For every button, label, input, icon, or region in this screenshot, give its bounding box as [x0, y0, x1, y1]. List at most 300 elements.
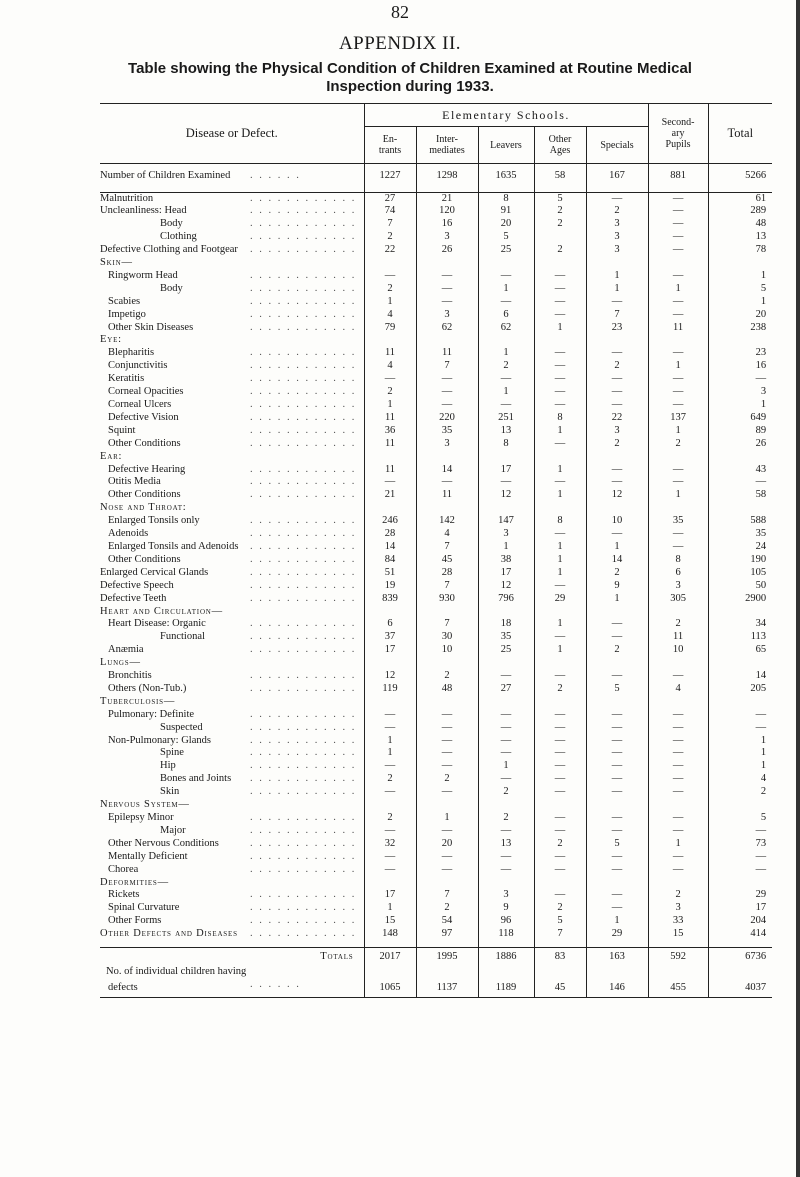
table-row [100, 593, 772, 606]
cell-specials: 2 [586, 205, 648, 218]
totals-row [100, 948, 772, 967]
cell-secondary: — [648, 192, 708, 205]
individual-other-ages: 45 [534, 979, 586, 998]
cell-intermediates: 16 [416, 218, 478, 231]
cell-other-ages [534, 231, 586, 244]
row-label [100, 425, 364, 438]
cell-specials: 12 [586, 489, 648, 502]
cell-intermediates: 7 [416, 580, 478, 593]
cell-secondary: 305 [648, 593, 708, 606]
row-label-text: Corneal Opacities [108, 386, 184, 398]
leader-dots: . . . . . . . . . . . . [250, 386, 357, 398]
cell-intermediates: 11 [416, 347, 478, 360]
row-label [100, 438, 364, 451]
row-label-text: Other Forms [108, 915, 162, 927]
number-examined-specials: 167 [586, 170, 648, 192]
row-label-text: Scabies [108, 295, 141, 307]
cell-intermediates: 7 [416, 889, 478, 902]
cell-entrants: 79 [364, 322, 416, 335]
cell-entrants: — [364, 270, 416, 283]
row-label-text: Skin— [100, 257, 133, 269]
cell-intermediates [416, 696, 478, 709]
cell-entrants: 15 [364, 915, 416, 928]
cell-secondary: 1 [648, 283, 708, 296]
totals-other-ages: 83 [534, 948, 586, 967]
cell-intermediates [416, 257, 478, 270]
totals-leavers: 1886 [478, 948, 534, 967]
leader-dots: . . . . . . . . . . . . [250, 928, 357, 940]
cell-secondary [648, 334, 708, 347]
cell-specials [586, 696, 648, 709]
cell-intermediates: — [416, 786, 478, 799]
table-row [100, 747, 772, 760]
table-title-line-2: Inspection during 1933. [326, 78, 494, 95]
row-label [100, 580, 364, 593]
cell-secondary: — [648, 812, 708, 825]
cell-other-ages: 1 [534, 322, 586, 335]
cell-other-ages: 5 [534, 192, 586, 205]
cell-leavers: 17 [478, 567, 534, 580]
cell-entrants: — [364, 709, 416, 722]
cell-entrants: 4 [364, 309, 416, 322]
cell-other-ages [534, 451, 586, 464]
cell-entrants: 11 [364, 412, 416, 425]
row-label-text: Blepharitis [108, 347, 155, 359]
cell-secondary: — [648, 205, 708, 218]
cell-intermediates: 142 [416, 515, 478, 528]
cell-other-ages: — [534, 735, 586, 748]
cell-secondary [648, 257, 708, 270]
cell-specials: 5 [586, 683, 648, 696]
row-label [100, 902, 364, 915]
cell-secondary: — [648, 218, 708, 231]
cell-entrants: 119 [364, 683, 416, 696]
cell-other-ages: 1 [534, 644, 586, 657]
cell-specials: — [586, 773, 648, 786]
cell-total: 50 [708, 580, 772, 593]
row-label [100, 347, 364, 360]
cell-intermediates: 21 [416, 192, 478, 205]
cell-entrants: — [364, 373, 416, 386]
cell-specials: — [586, 399, 648, 412]
cell-intermediates: 2 [416, 902, 478, 915]
cell-entrants: 84 [364, 554, 416, 567]
leader-dots: . . . . . . . . . . . . [250, 902, 357, 914]
cell-specials [586, 657, 648, 670]
cell-leavers: 3 [478, 528, 534, 541]
cell-leavers: 2 [478, 786, 534, 799]
number-examined-label: Number of Children Examined . . . . . . [100, 170, 364, 192]
cell-other-ages: 1 [534, 554, 586, 567]
cell-specials: — [586, 296, 648, 309]
cell-total: 3 [708, 386, 772, 399]
cell-secondary [648, 799, 708, 812]
table-row [100, 554, 772, 567]
cell-secondary: — [648, 773, 708, 786]
row-label [100, 231, 364, 244]
cell-specials: — [586, 670, 648, 683]
cell-total: 35 [708, 528, 772, 541]
leader-dots: . . . . . . . . . . . . [250, 437, 357, 449]
cell-other-ages: — [534, 851, 586, 864]
row-label-text: Defective Clothing and Footgear [100, 244, 238, 256]
cell-leavers: 9 [478, 902, 534, 915]
cell-entrants: 6 [364, 618, 416, 631]
cell-total [708, 877, 772, 890]
row-label [100, 322, 364, 335]
cell-entrants: 2 [364, 283, 416, 296]
cell-other-ages: — [534, 347, 586, 360]
cell-entrants: 22 [364, 244, 416, 257]
page-edge-shadow [796, 0, 800, 1177]
cell-intermediates: — [416, 399, 478, 412]
cell-intermediates: 97 [416, 928, 478, 941]
cell-entrants: — [364, 825, 416, 838]
cell-total [708, 451, 772, 464]
cell-other-ages: — [534, 773, 586, 786]
table-row [100, 386, 772, 399]
cell-entrants: 1 [364, 296, 416, 309]
leader-dots: . . . . . . . . . . . . [250, 295, 357, 307]
table-row [100, 412, 772, 425]
leader-dots: . . . . . . . . . . . . [250, 347, 357, 359]
cell-intermediates: 14 [416, 464, 478, 477]
cell-specials: 7 [586, 309, 648, 322]
leader-dots: . . . . . . . . . . . . [250, 528, 357, 540]
cell-specials: 23 [586, 322, 648, 335]
cell-entrants: — [364, 722, 416, 735]
row-label [100, 399, 364, 412]
header-total: Total [708, 104, 772, 164]
row-label [100, 334, 364, 347]
cell-secondary: 1 [648, 360, 708, 373]
cell-entrants: 11 [364, 464, 416, 477]
cell-other-ages: 8 [534, 412, 586, 425]
leader-dots: . . . . . . . . . . . . [250, 308, 357, 320]
individual-children-row [100, 979, 772, 998]
cell-total: 190 [708, 554, 772, 567]
cell-entrants: 7 [364, 218, 416, 231]
totals-secondary: 592 [648, 948, 708, 967]
cell-entrants: 2 [364, 773, 416, 786]
cell-total: 20 [708, 309, 772, 322]
row-label-text: Deformities— [100, 876, 169, 888]
table-row [100, 347, 772, 360]
cell-intermediates: — [416, 283, 478, 296]
table-row [100, 825, 772, 838]
leader-dots: . . . . . . . . . . . . [250, 618, 357, 630]
table-row [100, 476, 772, 489]
cell-secondary: — [648, 399, 708, 412]
cell-other-ages [534, 334, 586, 347]
section-row [100, 257, 772, 270]
leader-dots: . . . . . . . . . . . . [250, 773, 357, 785]
header-other-ages: Other Ages [534, 127, 586, 164]
cell-secondary: — [648, 347, 708, 360]
cell-leavers: 18 [478, 618, 534, 631]
row-label [100, 773, 364, 786]
cell-entrants [364, 334, 416, 347]
cell-leavers: — [478, 270, 534, 283]
row-label-text: Defective Teeth [100, 592, 167, 604]
leader-dots: . . . . . . . . . . . . [250, 489, 357, 501]
cell-leavers: — [478, 476, 534, 489]
cell-leavers [478, 257, 534, 270]
cell-total: 89 [708, 425, 772, 438]
cell-specials: 29 [586, 928, 648, 941]
cell-total [708, 696, 772, 709]
cell-specials [586, 257, 648, 270]
cell-other-ages: — [534, 631, 586, 644]
table-row [100, 760, 772, 773]
cell-intermediates: 1 [416, 812, 478, 825]
row-label-text: Body [160, 282, 183, 294]
cell-secondary [648, 502, 708, 515]
individual-specials: 146 [586, 979, 648, 998]
cell-leavers: 35 [478, 631, 534, 644]
totals-specials: 163 [586, 948, 648, 967]
leader-dots: . . . . . . . . . . . . [250, 373, 357, 385]
cell-other-ages: — [534, 709, 586, 722]
cell-entrants [364, 502, 416, 515]
cell-entrants: 37 [364, 631, 416, 644]
table-row [100, 373, 772, 386]
leader-dots: . . . . . . . . . . . . [250, 863, 357, 875]
cell-secondary: — [648, 786, 708, 799]
cell-other-ages: — [534, 812, 586, 825]
cell-total: 204 [708, 915, 772, 928]
row-label-text: Non-Pulmonary: Glands [108, 734, 211, 746]
row-label-text: Ear: [100, 450, 123, 462]
leader-dots: . . . . . . . . . . . . [250, 631, 357, 643]
row-label-text: Uncleanliness: Head [100, 205, 187, 217]
cell-total: 34 [708, 618, 772, 631]
cell-other-ages: — [534, 825, 586, 838]
individual-intermediates: 1137 [416, 979, 478, 998]
table-row [100, 399, 772, 412]
table-row [100, 205, 772, 218]
cell-total: 73 [708, 838, 772, 851]
leader-dots: . . . . . . . . . . . . [250, 734, 357, 746]
cell-leavers: 1 [478, 347, 534, 360]
cell-secondary: 1 [648, 425, 708, 438]
row-label [100, 373, 364, 386]
row-label-text: Functional [160, 631, 205, 643]
cell-intermediates: 930 [416, 593, 478, 606]
cell-leavers: 20 [478, 218, 534, 231]
cell-intermediates: — [416, 747, 478, 760]
cell-other-ages: — [534, 476, 586, 489]
cell-specials: — [586, 464, 648, 477]
cell-specials: 14 [586, 554, 648, 567]
cell-other-ages [534, 877, 586, 890]
cell-leavers: 6 [478, 309, 534, 322]
cell-entrants: 839 [364, 593, 416, 606]
cell-other-ages: — [534, 360, 586, 373]
cell-intermediates: 120 [416, 205, 478, 218]
cell-other-ages: — [534, 438, 586, 451]
header-secondary-text: Second- ary Pupils [661, 117, 695, 150]
cell-other-ages: 7 [534, 928, 586, 941]
cell-entrants [364, 877, 416, 890]
cell-other-ages [534, 502, 586, 515]
cell-other-ages: — [534, 747, 586, 760]
cell-secondary: — [648, 244, 708, 257]
cell-intermediates: 26 [416, 244, 478, 257]
row-label [100, 696, 364, 709]
leader-dots: . . . . . . . . . . . . [250, 540, 357, 552]
cell-leavers: 118 [478, 928, 534, 941]
row-label [100, 502, 364, 515]
cell-total: 1 [708, 735, 772, 748]
table-row [100, 864, 772, 877]
cell-other-ages: — [534, 580, 586, 593]
cell-intermediates [416, 502, 478, 515]
cell-specials: 3 [586, 425, 648, 438]
row-label-text: Ringworm Head [108, 269, 178, 281]
row-label-text: Heart and Circulation— [100, 605, 223, 617]
individual-total: 4037 [708, 979, 772, 998]
cell-leavers [478, 451, 534, 464]
cell-secondary: — [648, 735, 708, 748]
individual-children-label-row [100, 966, 772, 979]
leader-dots: . . . . . . . . . . . . [250, 682, 357, 694]
row-label [100, 360, 364, 373]
page-number: 82 [391, 2, 409, 22]
cell-secondary: 11 [648, 631, 708, 644]
row-label-text: Heart Disease: Organic [108, 618, 206, 630]
cell-other-ages [534, 657, 586, 670]
cell-total: 65 [708, 644, 772, 657]
header-leavers: Leavers [478, 127, 534, 164]
cell-specials: — [586, 786, 648, 799]
cell-intermediates: — [416, 373, 478, 386]
row-label [100, 192, 364, 205]
section-row [100, 502, 772, 515]
appendix-heading: APPENDIX II. [338, 33, 462, 54]
header-intermediates: Inter- mediates [416, 127, 478, 164]
row-label-text: Otitis Media [108, 476, 161, 488]
cell-intermediates: 2 [416, 670, 478, 683]
row-label-text: Nervous System— [100, 799, 190, 811]
cell-entrants: 2 [364, 386, 416, 399]
table-row [100, 218, 772, 231]
cell-leavers: 147 [478, 515, 534, 528]
cell-other-ages [534, 799, 586, 812]
cell-specials: — [586, 618, 648, 631]
cell-total: 1 [708, 760, 772, 773]
table-row [100, 244, 772, 257]
table-header [100, 104, 772, 164]
cell-entrants [364, 799, 416, 812]
row-label-text: Rickets [108, 889, 140, 901]
row-label [100, 644, 364, 657]
table-row [100, 489, 772, 502]
leader-dots: . . . . . . . . . . . . [250, 244, 357, 256]
cell-secondary: 2 [648, 889, 708, 902]
row-label-text: Nose and Throat: [100, 502, 187, 514]
cell-entrants: 2 [364, 812, 416, 825]
section-row [100, 799, 772, 812]
cell-intermediates: — [416, 825, 478, 838]
cell-total: 43 [708, 464, 772, 477]
row-label-text: Anæmia [108, 644, 144, 656]
header-elementary-schools: Elementary Schools. [364, 104, 648, 127]
cell-specials: 9 [586, 580, 648, 593]
cell-secondary: — [648, 722, 708, 735]
cell-secondary [648, 696, 708, 709]
cell-intermediates: — [416, 386, 478, 399]
cell-other-ages: 1 [534, 541, 586, 554]
row-label [100, 838, 364, 851]
cell-total: 1 [708, 270, 772, 283]
cell-secondary: 3 [648, 580, 708, 593]
leader-dots: . . . . . . . . . . . . [250, 476, 357, 488]
row-label [100, 476, 364, 489]
cell-intermediates: 3 [416, 438, 478, 451]
header-specials: Specials [586, 127, 648, 164]
row-label-text: Keratitis [108, 373, 145, 385]
number-examined-secondary: 881 [648, 170, 708, 192]
table-row [100, 644, 772, 657]
table-row [100, 722, 772, 735]
row-label [100, 451, 364, 464]
row-label [100, 760, 364, 773]
section-row [100, 334, 772, 347]
cell-other-ages: — [534, 760, 586, 773]
row-label-text: Spinal Curvature [108, 902, 180, 914]
row-label-text: Spine [160, 747, 184, 759]
cell-total: 1 [708, 399, 772, 412]
cell-other-ages [534, 257, 586, 270]
row-label-text: Bronchitis [108, 670, 152, 682]
cell-specials: — [586, 631, 648, 644]
cell-entrants: — [364, 760, 416, 773]
cell-secondary: — [648, 528, 708, 541]
cell-leavers: 91 [478, 205, 534, 218]
cell-specials [586, 451, 648, 464]
cell-entrants [364, 696, 416, 709]
cell-total: 649 [708, 412, 772, 425]
cell-total: — [708, 825, 772, 838]
cell-other-ages: — [534, 296, 586, 309]
cell-total: — [708, 864, 772, 877]
table-title [80, 60, 740, 96]
cell-entrants: 11 [364, 438, 416, 451]
row-label [100, 257, 364, 270]
cell-entrants: — [364, 864, 416, 877]
cell-specials [586, 502, 648, 515]
cell-entrants: 2 [364, 231, 416, 244]
cell-total: 4 [708, 773, 772, 786]
header-secondary [648, 104, 708, 164]
leader-dots: . . . . . . . . . . . . [250, 837, 357, 849]
row-label [100, 593, 364, 606]
row-label [100, 464, 364, 477]
leader-dots: . . . . . . . . . . . . [250, 192, 357, 204]
cell-intermediates: 48 [416, 683, 478, 696]
cell-intermediates: — [416, 296, 478, 309]
row-label [100, 657, 364, 670]
cell-secondary: 33 [648, 915, 708, 928]
row-label-text: Other Defects and Diseases [100, 928, 238, 940]
row-label-text: Others (Non-Tub.) [108, 682, 187, 694]
header-disease: Disease or Defect. [100, 104, 364, 164]
cell-intermediates [416, 799, 478, 812]
cell-other-ages: — [534, 283, 586, 296]
row-label-text: Defective Speech [100, 579, 174, 591]
leader-dots: . . . . . . . . . . . . [250, 269, 357, 281]
